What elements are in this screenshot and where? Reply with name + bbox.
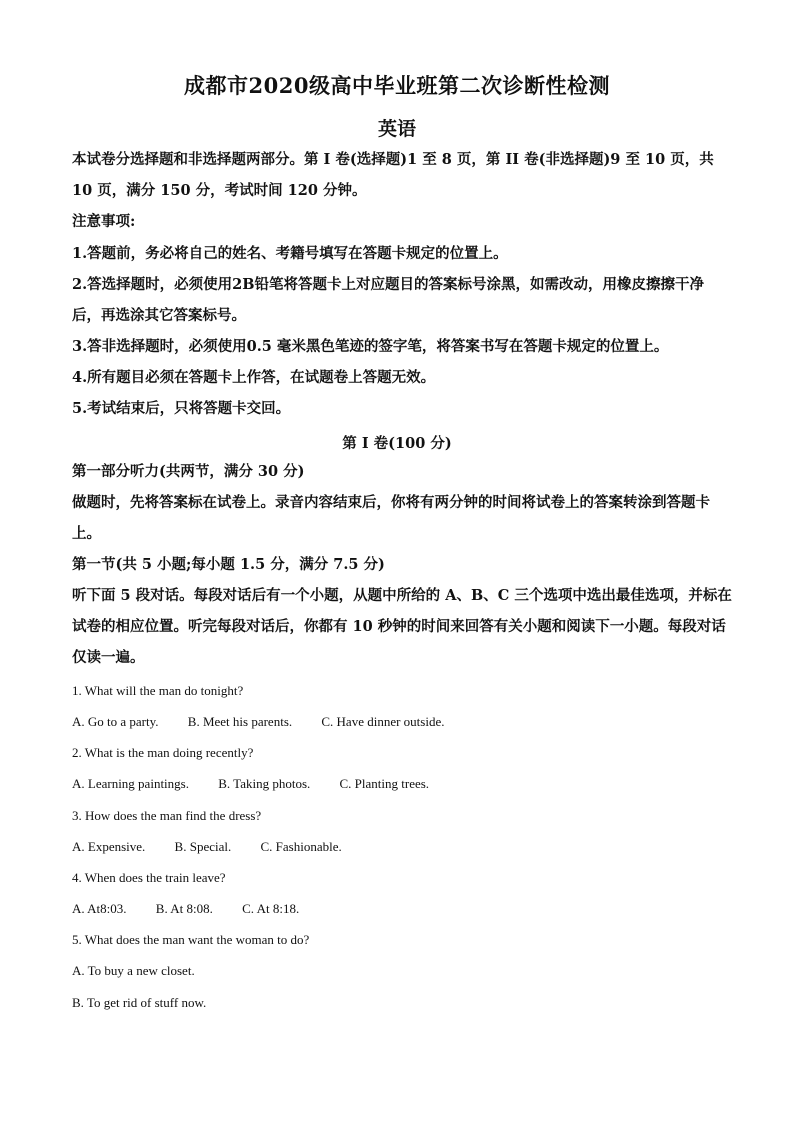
option-b: B. Meet his parents. <box>187 714 293 729</box>
note-item: 1.答题前，务必将自己的姓名、考籍号填写在答题卡规定的位置上。 <box>72 245 508 262</box>
option-c: C. Planting trees. <box>339 776 430 791</box>
question-text: 4. When does the train leave? <box>72 870 226 885</box>
question-text: 1. What will the man do tonight? <box>72 683 244 698</box>
section-title: 第一节(共 5 小题;每小题 1.5 分，满分 7.5 分) <box>72 556 385 573</box>
question-options <box>72 714 732 730</box>
option-b: B. To get rid of stuff now. <box>72 995 207 1010</box>
question-options <box>72 901 732 917</box>
option-c: C. At 8:18. <box>242 901 300 916</box>
note-item: 2.答选择题时，必须使用2B铅笔将答题卡上对应题目的答案标号涂黑，如需改动，用橡皮擦擦干净后，再选涂其它答案标号。 <box>72 276 704 324</box>
subject-title: 英语 <box>377 118 416 140</box>
section-instruction: 听下面 5 段对话。每段对话后有一个小题，从题中所给的 A、B、C 三个选项中选出最佳选项，并标在试卷的相应位置。听完每段对话后，你都有 10 秒钟的时间来回答有关小题和阅读下一小题。每段对话仅读一遍。 <box>72 587 732 666</box>
part-instruction: 做题时，先将答案标在试卷上。录音内容结束后，你将有两分钟的时间将试卷上的答案转涂到答题卡上。 <box>72 494 710 542</box>
note-item: 5.考试结束后，只将答题卡交回。 <box>72 400 291 417</box>
question-options <box>72 839 732 855</box>
option-a: A. Learning paintings. <box>72 776 189 791</box>
intro-paragraph: 本试卷分选择题和非选择题两部分。第 I 卷(选择题)1 至 8 页，第 II 卷(非选择题)9 至 10 页，共 10 页，满分 150 分，考试时间 120 分钟。 <box>72 151 714 199</box>
exam-title: 成都市2020级高中毕业班第二次诊断性检测 <box>184 73 610 98</box>
option-a: A. Go to a party. <box>72 714 159 729</box>
option-b: B. Taking photos. <box>218 776 311 791</box>
option-b: B. Special. <box>174 839 232 854</box>
question-text: 3. How does the man find the dress? <box>72 808 262 823</box>
question-text: 2. What is the man doing recently? <box>72 745 254 760</box>
option-a: A. At8:03. <box>72 901 127 916</box>
option-a: A. Expensive. <box>72 839 146 854</box>
option-b: B. At 8:08. <box>155 901 213 916</box>
question-options <box>72 776 732 792</box>
option-c: C. Have dinner outside. <box>321 714 445 729</box>
notes-heading: 注意事项: <box>72 213 136 230</box>
option-a: A. To buy a new closet. <box>72 963 195 978</box>
question-text: 5. What does the man want the woman to do? <box>72 932 310 947</box>
part-title: 第一部分听力(共两节，满分 30 分) <box>72 463 305 480</box>
volume-heading: 第 I 卷(100 分) <box>342 435 452 452</box>
note-item: 3.答非选择题时，必须使用0.5 毫米黑色笔迹的签字笔，将答案书写在答题卡规定的位置上。 <box>72 338 669 355</box>
note-item: 4.所有题目必须在答题卡上作答，在试题卷上答题无效。 <box>72 369 436 386</box>
option-c: C. Fashionable. <box>260 839 342 854</box>
